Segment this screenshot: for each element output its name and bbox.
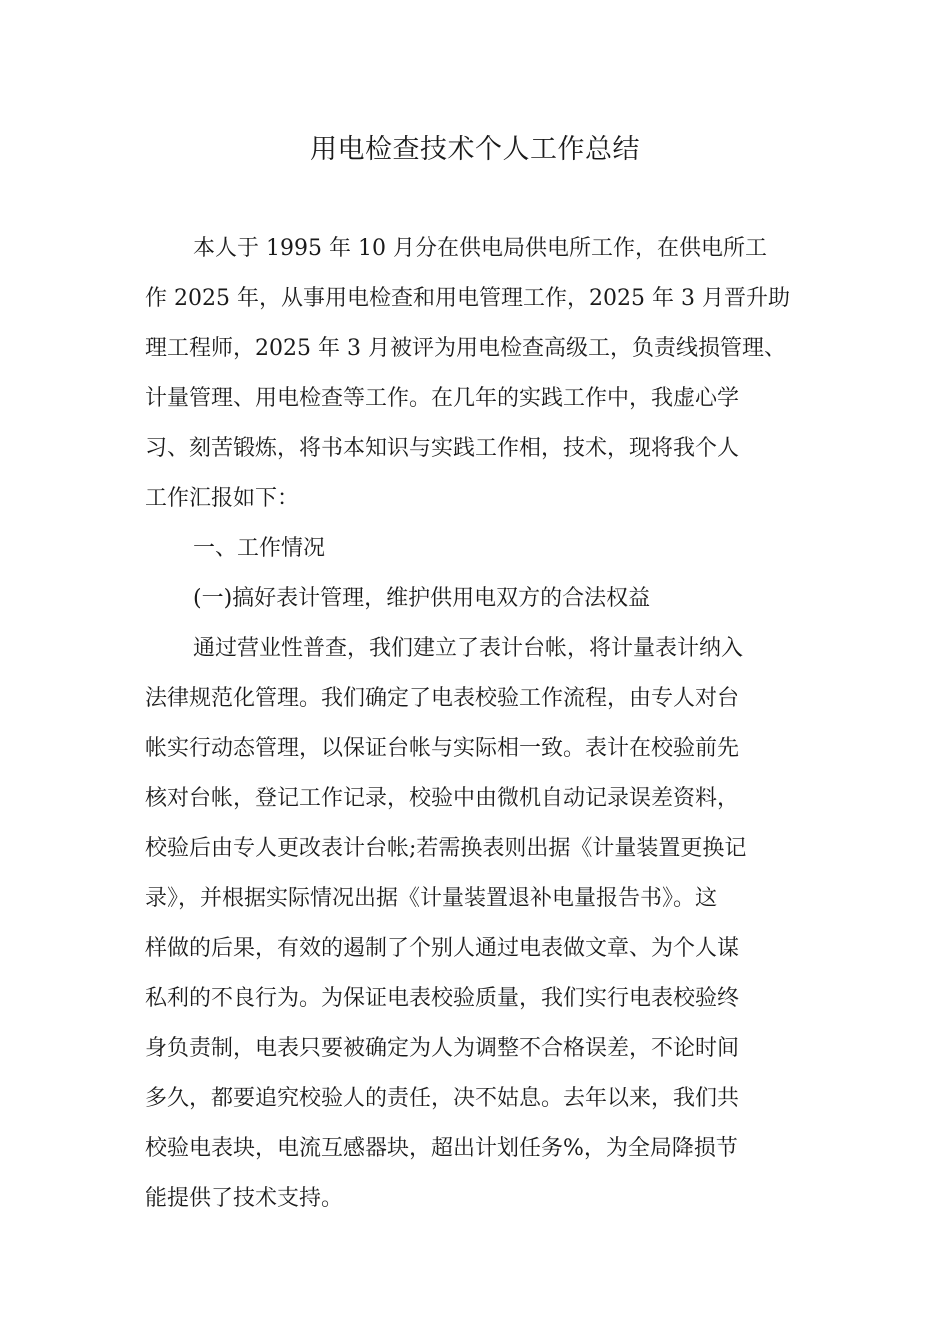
body-line: 校验电表块，电流互感器块，超出计划任务%，为全局降损节 [145,1136,738,1161]
body-line: 理工程师，2025 年 3 月被评为用电检查高级工，负责线损管理、 [145,336,786,361]
body-line: 能提供了技术支持。 [145,1186,344,1211]
body-line: 私利的不良行为。为保证电表校验质量，我们实行电表校验终 [145,986,740,1011]
document-title: 用电检查技术个人工作总结 [310,134,640,165]
body-line: 法律规范化管理。我们确定了电表校验工作流程，由专人对台 [145,686,740,711]
body-line: 习、刻苦锻炼，将书本知识与实践工作相，技术，现将我个人 [145,436,740,461]
section-heading: 一、工作情况 [193,536,326,561]
subsection-heading: (一)搞好表计管理，维护供用电双方的合法权益 [193,586,651,611]
body-line: 帐实行动态管理，以保证台帐与实际相一致。表计在校验前先 [145,736,740,761]
body-line: 样做的后果，有效的遏制了个别人通过电表做文章、为个人谋 [145,936,740,961]
body-line: 核对台帐，登记工作记录，校验中由微机自动记录误差资料， [145,786,740,811]
body-line: 本人于 1995 年 10 月分在供电局供电所工作，在供电所工 [193,236,767,261]
body-line: 通过营业性普查，我们建立了表计台帐，将计量表计纳入 [193,636,744,661]
body-line: 多久，都要追究校验人的责任，决不姑息。去年以来，我们共 [145,1086,740,1111]
body-line: 校验后由专人更改表计台帐;若需换表则出据《计量装置更换记 [145,836,747,861]
body-line: 工作汇报如下： [145,486,300,511]
body-line: 计量管理、用电检查等工作。在几年的实践工作中，我虚心学 [145,386,740,411]
body-line: 身负责制，电表只要被确定为人为调整不合格误差，不论时间 [145,1036,740,1061]
body-line: 录》，并根据实际情况出据《计量装置退补电量报告书》。这 [145,886,718,911]
body-line: 作 2025 年，从事用电检查和用电管理工作，2025 年 3 月晋升助 [145,286,790,311]
